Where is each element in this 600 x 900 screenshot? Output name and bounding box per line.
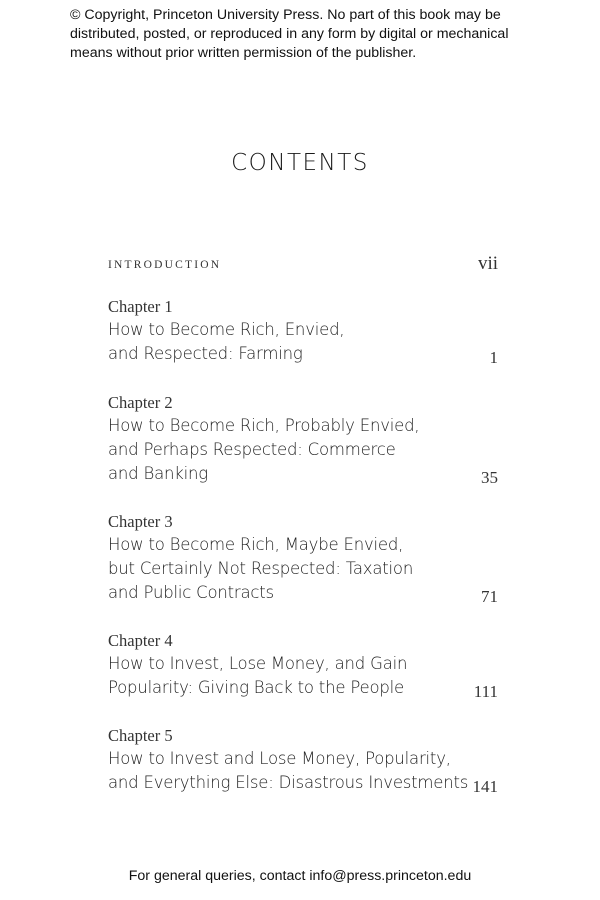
chapter-title-line: and Respected: Farming — [108, 344, 303, 363]
chapter-title-line: but Certainly Not Respected: Taxation — [108, 559, 414, 578]
table-of-contents — [108, 255, 498, 795]
copyright-notice: © Copyright, Princeton University Press. No part of this book may be distributed, posted, or reproduced in any form by digital or mechanical means without prior written permission of the publisher. — [70, 7, 509, 61]
chapter-page-number: 1 — [489, 348, 498, 367]
chapter-title-line: and Banking — [108, 464, 208, 483]
chapter-label: Chapter 4 — [108, 631, 173, 650]
chapter-title-line: Popularity: Giving Back to the People — [108, 678, 404, 697]
introduction-label: INTRODUCTION — [108, 259, 222, 271]
toc-entry-chapter-3[interactable] — [108, 511, 498, 605]
chapter-title-line: and Everything Else: Disastrous Investments — [108, 773, 469, 792]
chapter-title-line: and Public Contracts — [108, 583, 274, 602]
toc-entry-chapter-5[interactable] — [108, 725, 498, 795]
chapter-title-line: How to Invest, Lose Money, and Gain — [108, 654, 408, 673]
toc-entry-introduction[interactable] — [108, 255, 498, 279]
chapter-page-number: 35 — [481, 468, 498, 487]
chapter-label: Chapter 1 — [108, 297, 173, 316]
chapter-label: Chapter 5 — [108, 726, 173, 745]
chapter-page-number: 141 — [472, 777, 498, 796]
chapter-title-line: How to Become Rich, Envied, — [108, 320, 345, 339]
chapter-title-line: How to Become Rich, Maybe Envied, — [108, 535, 404, 554]
introduction-page-number: vii — [477, 253, 498, 274]
chapter-page-number: 111 — [473, 682, 498, 701]
chapter-label: Chapter 3 — [108, 512, 173, 531]
chapter-title-line: How to Become Rich, Probably Envied, — [108, 416, 420, 435]
toc-entry-chapter-1[interactable] — [108, 296, 498, 366]
toc-entry-chapter-4[interactable] — [108, 630, 498, 700]
chapter-title-line: How to Invest and Lose Money, Popularity, — [108, 749, 451, 768]
toc-entry-chapter-2[interactable] — [108, 392, 498, 486]
chapter-page-number: 71 — [481, 587, 498, 606]
chapter-title-line: and Perhaps Respected: Commerce — [108, 440, 396, 459]
chapter-label: Chapter 2 — [108, 393, 173, 412]
contact-footer: For general queries, contact info@press.princeton.edu — [128, 868, 472, 884]
page-title: CONTENTS — [231, 150, 369, 176]
